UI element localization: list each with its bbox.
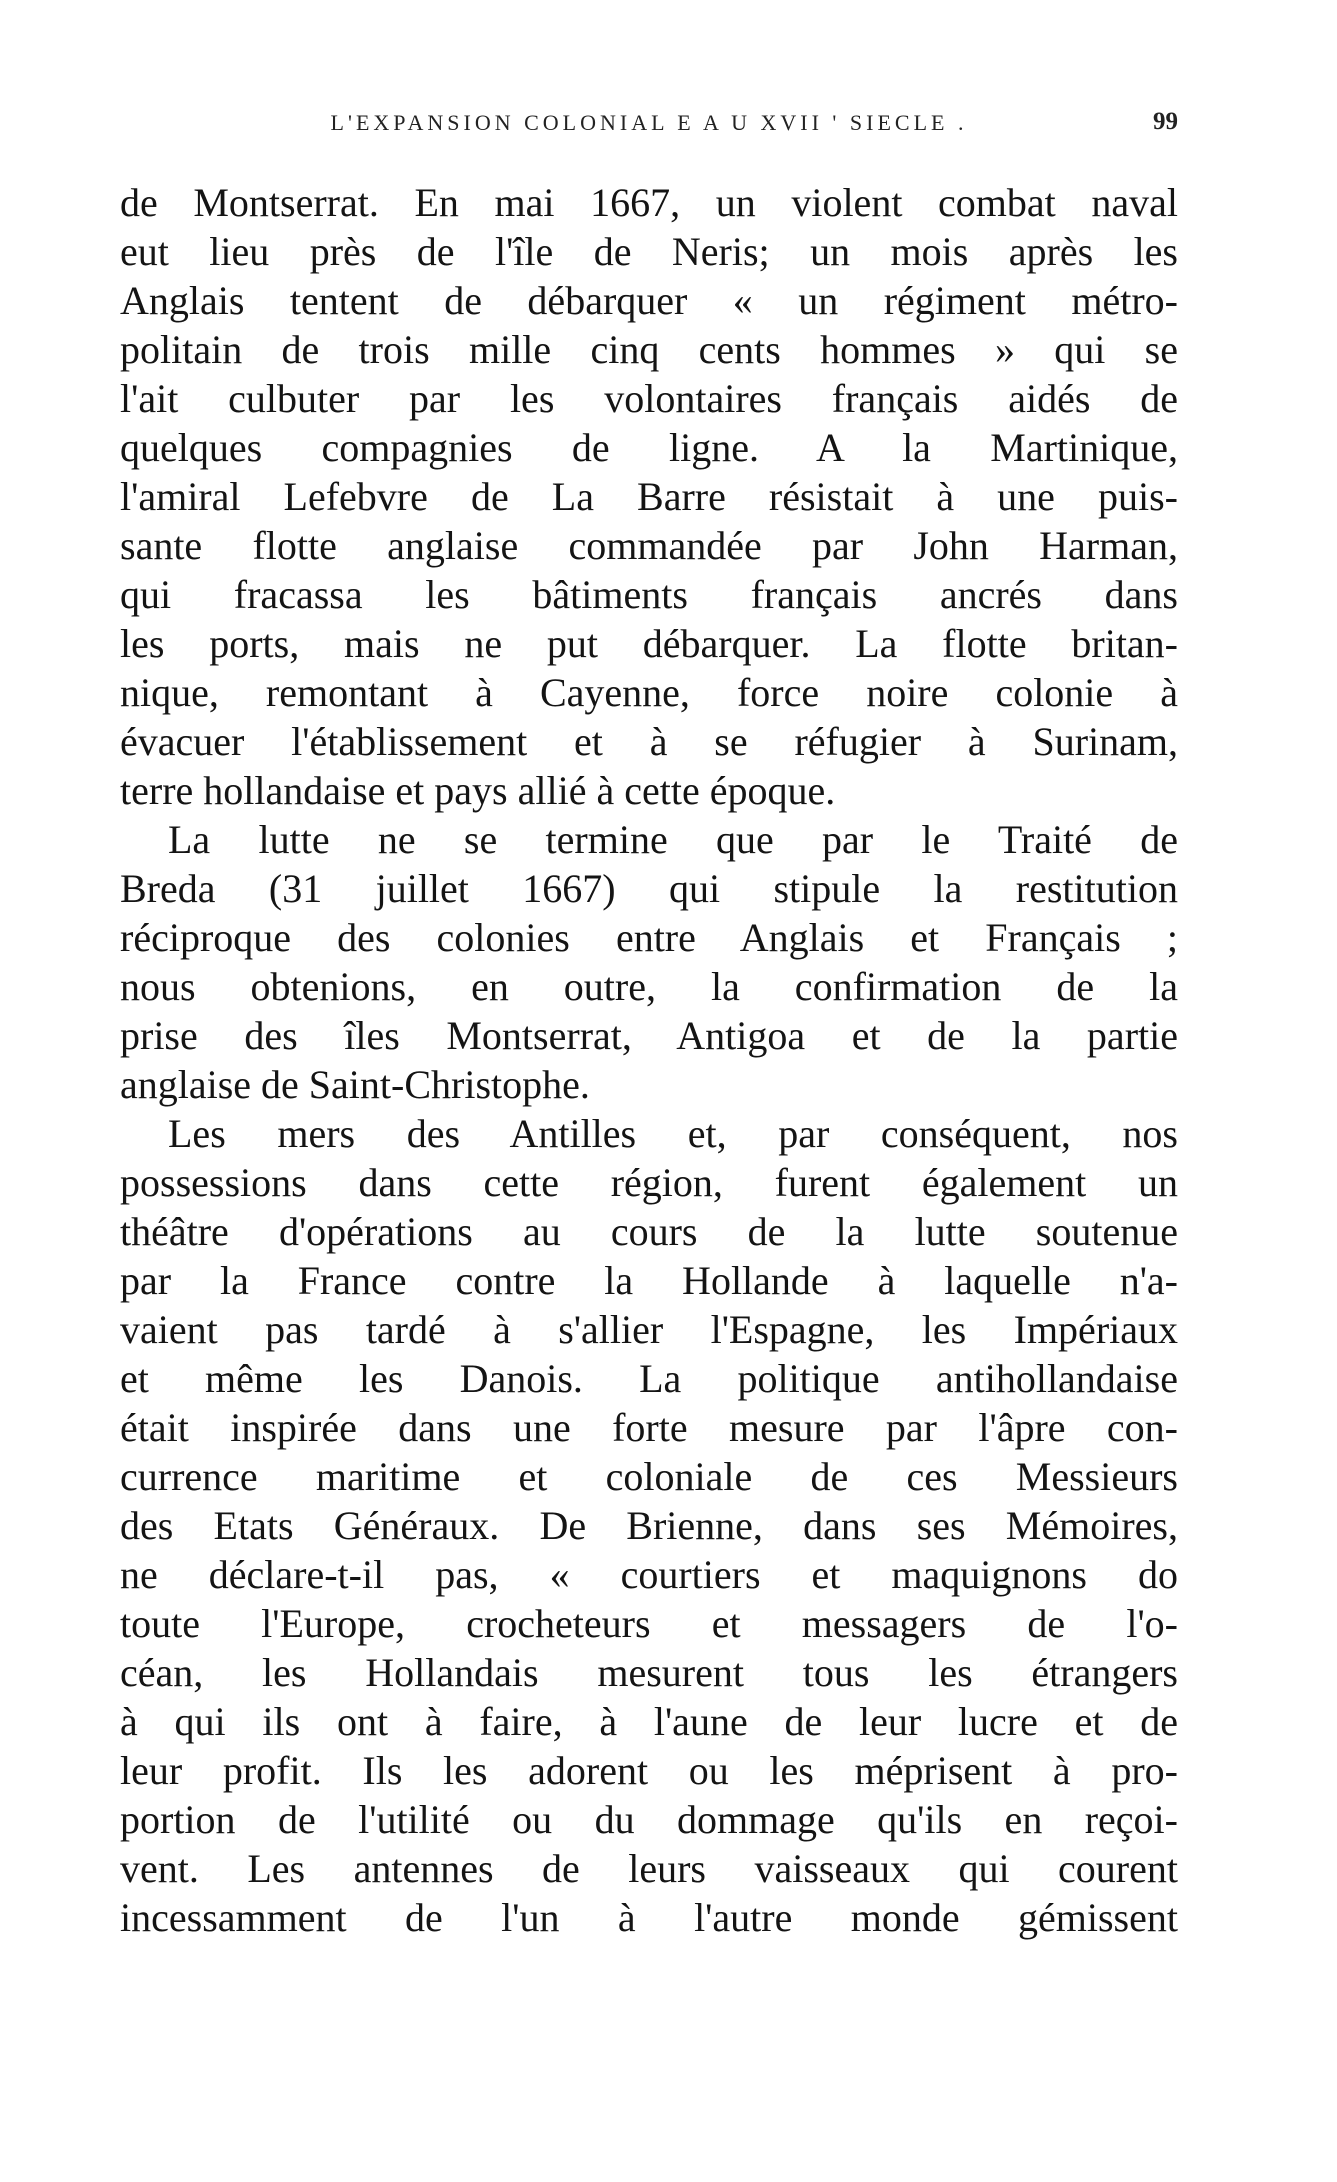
text-line: vaient pas tardé à s'allier l'Espagne, les Impériaux bbox=[120, 1307, 1178, 1352]
text-line: Les mers des Antilles et, par conséquent, nos bbox=[168, 1111, 1178, 1156]
text-line: par la France contre la Hollande à laquelle n'a- bbox=[120, 1258, 1178, 1303]
text-line: politain de trois mille cinq cents hommes » qui se bbox=[120, 327, 1178, 372]
text-line: à qui ils ont à faire, à l'aune de leur lucre et de bbox=[120, 1699, 1178, 1744]
text-line: Anglais tentent de débarquer « un régiment métro- bbox=[120, 278, 1178, 323]
text-line: nique, remontant à Cayenne, force noire colonie à bbox=[120, 670, 1178, 715]
text-line: terre hollandaise et pays allié à cette époque. bbox=[120, 768, 836, 813]
text-line: évacuer l'établissement et à se réfugier à Surinam, bbox=[120, 719, 1178, 764]
text-line: sante flotte anglaise commandée par John Harman, bbox=[120, 523, 1178, 568]
text-line: anglaise de Saint-Christophe. bbox=[120, 1062, 590, 1107]
text-line: était inspirée dans une forte mesure par l'âpre con- bbox=[120, 1405, 1178, 1450]
text-line: de Montserrat. En mai 1667, un violent combat naval bbox=[120, 180, 1178, 225]
running-title: L'EXPANSION COLONIAL E A U XVII ' SIECLE . bbox=[330, 110, 968, 135]
text-line: currence maritime et coloniale de ces Messieurs bbox=[120, 1454, 1178, 1499]
text-line: quelques compagnies de ligne. A la Martinique, bbox=[120, 425, 1178, 470]
text-line: toute l'Europe, crocheteurs et messagers de l'o- bbox=[120, 1601, 1178, 1646]
text-line: nous obtenions, en outre, la confirmation de la bbox=[120, 964, 1178, 1009]
page-number: 99 bbox=[1153, 108, 1178, 135]
text-line: des Etats Généraux. De Brienne, dans ses Mémoires, bbox=[120, 1503, 1178, 1548]
text-line: eut lieu près de l'île de Neris; un mois après les bbox=[120, 229, 1178, 274]
text-line: incessamment de l'un à l'autre monde gémissent bbox=[120, 1895, 1178, 1940]
text-line: l'amiral Lefebvre de La Barre résistait à une puis- bbox=[120, 474, 1178, 519]
text-line: vent. Les antennes de leurs vaisseaux qui courent bbox=[120, 1846, 1178, 1891]
text-line: réciproque des colonies entre Anglais et Français ; bbox=[120, 915, 1178, 960]
text-line: leur profit. Ils les adorent ou les méprisent à pro- bbox=[120, 1748, 1178, 1793]
body-text bbox=[120, 178, 1178, 1942]
text-line: ne déclare-t-il pas, « courtiers et maquignons do bbox=[120, 1552, 1178, 1597]
page-header bbox=[120, 110, 1178, 140]
text-line: qui fracassa les bâtiments français ancrés dans bbox=[120, 572, 1178, 617]
text-line: portion de l'utilité ou du dommage qu'ils en reçoi- bbox=[120, 1797, 1178, 1842]
text-line: théâtre d'opérations au cours de la lutte soutenue bbox=[120, 1209, 1178, 1254]
text-line: les ports, mais ne put débarquer. La flotte britan- bbox=[120, 621, 1178, 666]
text-line: Breda (31 juillet 1667) qui stipule la restitution bbox=[120, 866, 1178, 911]
text-line: possessions dans cette région, furent également un bbox=[120, 1160, 1178, 1205]
text-line: prise des îles Montserrat, Antigoa et de la partie bbox=[120, 1013, 1178, 1058]
text-line: La lutte ne se termine que par le Traité de bbox=[168, 817, 1178, 862]
text-line: et même les Danois. La politique antihollandaise bbox=[120, 1356, 1178, 1401]
text-line: l'ait culbuter par les volontaires français aidés de bbox=[120, 376, 1178, 421]
text-line: céan, les Hollandais mesurent tous les étrangers bbox=[120, 1650, 1178, 1695]
